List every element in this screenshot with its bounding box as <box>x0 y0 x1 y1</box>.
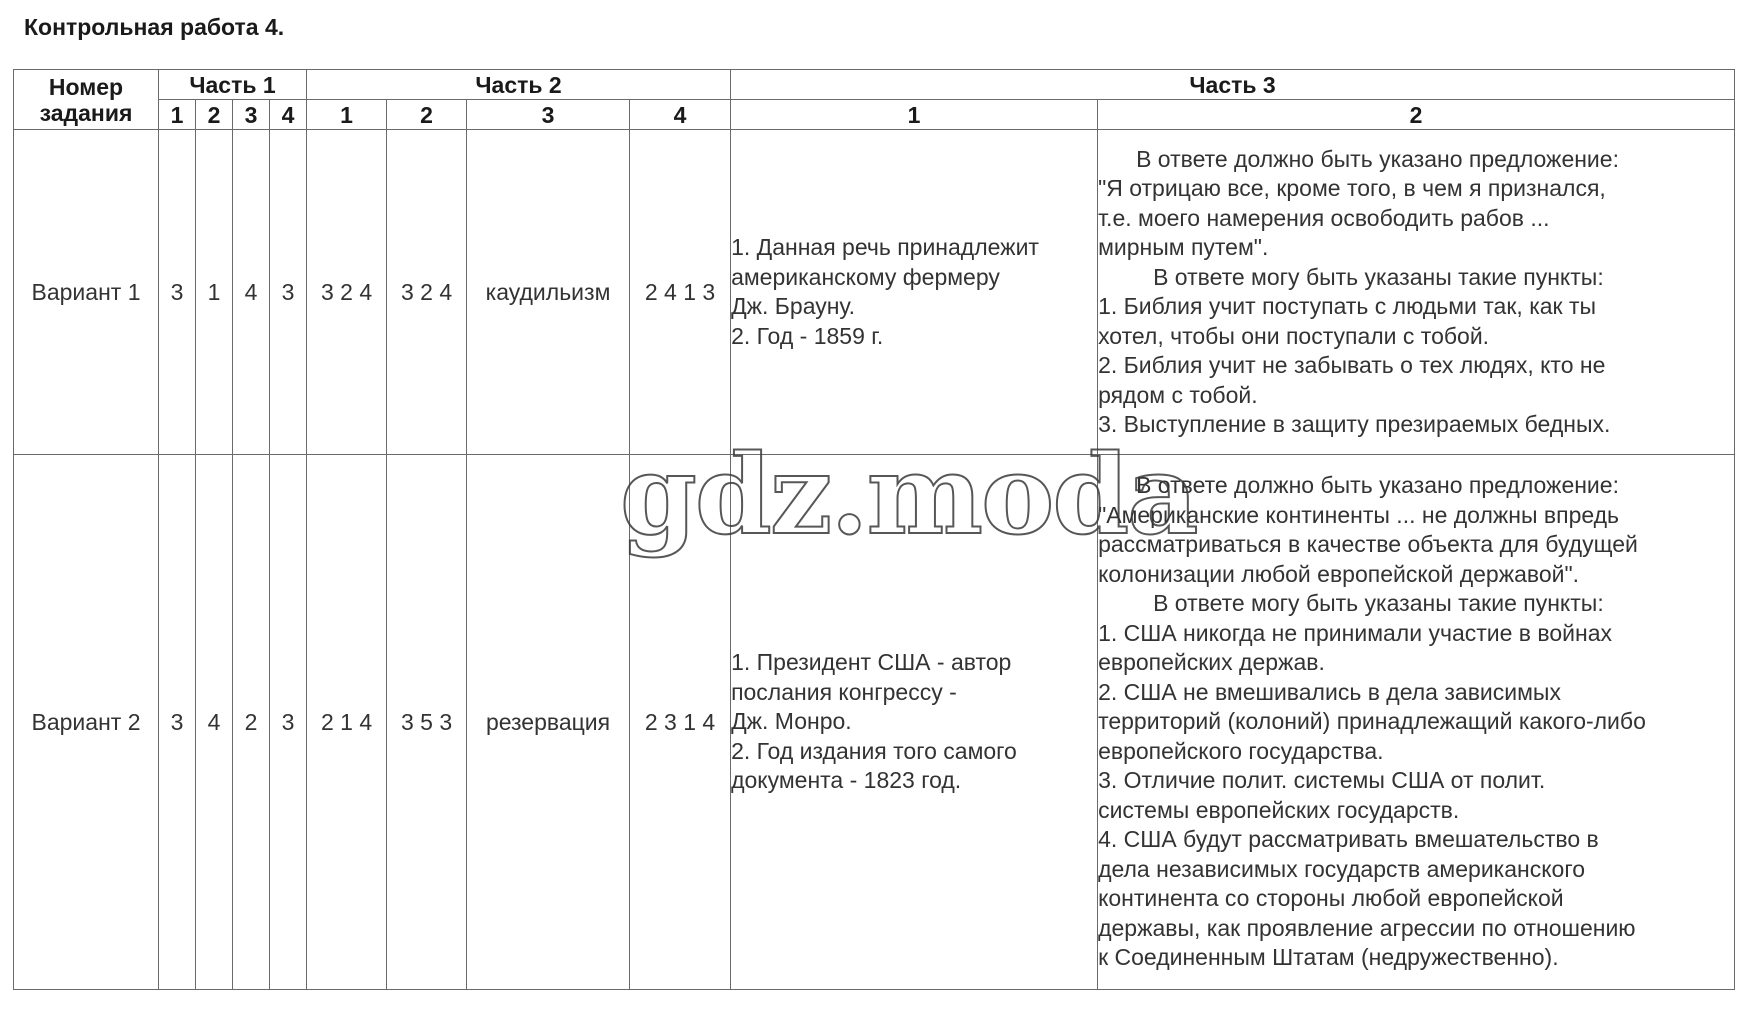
part3-answer-2: В ответе должно быть указано предложение: "Я отрицаю все, кроме того, в чем я признался, т.е. моего намерения освободить рабов ... мирным путем". В ответе могу быть указаны такие пункты: 1. Библия учит поступать с людьми так, как ты хотел, чтобы они поступали с тобой. 2. Библия учит не забывать о тех людях, кто не рядом с тобой. 3. Выступление в защиту презираемых бедных. <box>1098 130 1735 455</box>
part1-header: Часть 1 <box>159 70 307 100</box>
part3-answer-2: В ответе должно быть указано предложение: "Американские континенты ... не должны впредь рассматриваться в качестве объекта для будущей колонизации любой европейской державой". В ответе могу быть указаны такие пункты: 1. США никогда не принимали участие в войнах европейских держав. 2. США не вмешивались в дела зависимых территорий (колоний) принадлежащий какого-либо европейского государства. 3. Отличие полит. системы США от полит. системы европейских государств. 4. США будут рассматривать вмешательство в дела независимых государств американского континента со стороны любой европейской державы, как проявление агрессии по отношению к Соединенным Штатам (недружественно). <box>1098 455 1735 990</box>
part1-answer: 3 <box>159 455 196 990</box>
part2-header: Часть 2 <box>307 70 731 100</box>
part2-col: 4 <box>630 100 731 130</box>
part1-col: 1 <box>159 100 196 130</box>
variant-label: Вариант 1 <box>14 130 159 455</box>
part2-answer: 2 1 4 <box>307 455 387 990</box>
part3-answer-1: 1. Президент США - автор послания конгрессу - Дж. Монро. 2. Год издания того самого документа - 1823 год. <box>731 455 1098 990</box>
part1-col: 2 <box>196 100 233 130</box>
variant-label: Вариант 2 <box>14 455 159 990</box>
answers-table <box>13 69 1735 990</box>
part1-answer: 3 <box>270 455 307 990</box>
part1-answer: 4 <box>233 130 270 455</box>
part1-col: 4 <box>270 100 307 130</box>
header-row-parts <box>14 70 1735 100</box>
part1-answer: 2 <box>233 455 270 990</box>
task-number-header: Номер задания <box>14 70 159 130</box>
part1-answer: 1 <box>196 130 233 455</box>
part2-answer: 3 5 3 <box>387 455 467 990</box>
part2-answer: 3 2 4 <box>307 130 387 455</box>
part3-col: 1 <box>731 100 1098 130</box>
table-row <box>14 130 1735 455</box>
part3-header: Часть 3 <box>731 70 1735 100</box>
part2-col: 1 <box>307 100 387 130</box>
part3-col: 2 <box>1098 100 1735 130</box>
watermark-logo: gdz.moda <box>620 430 1197 559</box>
table-row <box>14 455 1735 990</box>
part1-answer: 3 <box>270 130 307 455</box>
page-title: Контрольная работа 4. <box>24 14 285 40</box>
part1-answer: 4 <box>196 455 233 990</box>
part3-answer-1: 1. Данная речь принадлежит американскому фермеру Дж. Брауну. 2. Год - 1859 г. <box>731 130 1098 455</box>
part2-answer: 2 3 1 4 <box>630 455 731 990</box>
part1-answer: 3 <box>159 130 196 455</box>
part2-answer: резервация <box>467 455 630 990</box>
part1-col: 3 <box>233 100 270 130</box>
part2-col: 3 <box>467 100 630 130</box>
part2-col: 2 <box>387 100 467 130</box>
header-row-columns <box>14 100 1735 130</box>
part2-answer: 2 4 1 3 <box>630 130 731 455</box>
part2-answer: каудильизм <box>467 130 630 455</box>
part2-answer: 3 2 4 <box>387 130 467 455</box>
